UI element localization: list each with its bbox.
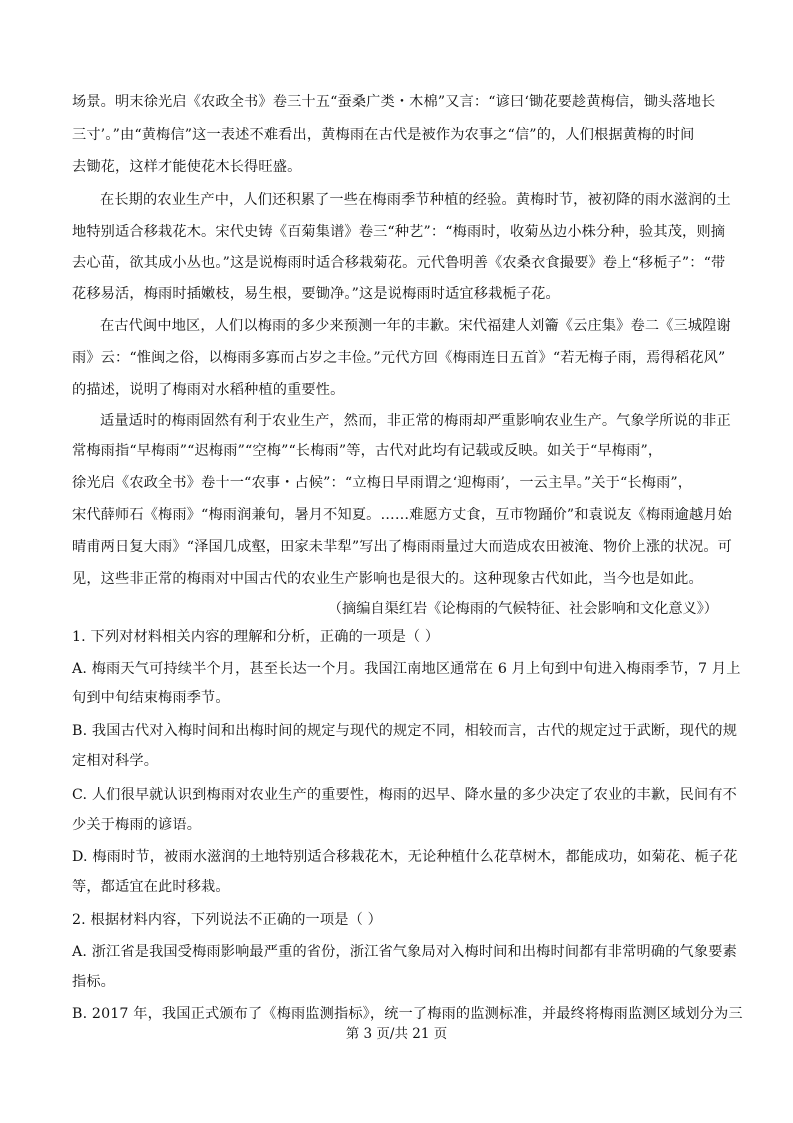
question-1-option-a: A. 梅雨天气可持续半个月，甚至长达一个月。我国江南地区通常在 6 月上旬到中旬进入梅雨季节，7 月上 [72, 661, 741, 677]
paragraph-line: 在长期的农业生产中，人们还积累了一些在梅雨季节种植的经验。黄梅时节，被初降的雨水滋润的土 [100, 192, 731, 208]
question-2-option-b: B. 2017 年，我国正式颁布了《梅雨监测指标》，统一了梅雨的监测标准，并最终将梅雨监测区域划分为三 [72, 1006, 743, 1022]
paragraph-line: 的描述，说明了梅雨对水稻种植的重要性。 [72, 382, 345, 398]
paragraph-line: 雨》云：“惟闽之俗，以梅雨多寡而占岁之丰俭。”元代方回《梅雨连日五首》“若无梅子雨，焉得稻花风” [72, 350, 726, 366]
question-1-option-d-cont: 等，都适宜在此时移栽。 [72, 879, 230, 895]
paragraph-line: 花移易活，梅雨时插嫩枝，易生根，要锄净。”这是说梅雨时适宜移栽栀子花。 [72, 286, 560, 302]
question-1-option-d: D. 梅雨时节，被雨水滋润的土地特别适合移栽花木，无论种植什么花草树木，都能成功，如菊花、栀子花 [72, 849, 738, 865]
question-1-option-c-cont: 少关于梅雨的谚语。 [72, 817, 202, 833]
paragraph-line: 徐光启《农政全书》卷十一“农事・占候”：“立梅日早雨谓之‘迎梅雨’，一云主旱。”关于“长梅雨”， [72, 475, 693, 491]
question-1-option-c: C. 人们很早就认识到梅雨对农业生产的重要性，梅雨的迟早、降水量的多少决定了农业的丰歉，民间有不 [72, 787, 738, 803]
question-2-stem: 2. 根据材料内容，下列说法不正确的一项是（ ） [72, 912, 382, 928]
question-2-option-a: A. 浙江省是我国受梅雨影响最严重的省份，浙江省气象局对入梅时间和出梅时间都有非常明确的气象要素 [72, 944, 737, 960]
paragraph-line: 三寸’。”由“黄梅信”这一表述不难看出，黄梅雨在古代是被作为农事之“信”的，人们根据黄梅的时间 [72, 127, 695, 143]
paragraph-line: 在古代闽中地区，人们以梅雨的多少来预测一年的丰歉。宋代福建人刘籥《云庄集》卷二《三城隍谢 [100, 318, 731, 334]
question-1-option-b: B. 我国古代对入梅时间和出梅时间的规定与现代的规定不同，相较而言，古代的规定过于武断，现代的规 [72, 723, 738, 739]
paragraph-line: 去心苗，欲其成小丛也。”这是说梅雨时适合移栽菊花。元代鲁明善《农桑衣食撮要》卷上“移栀子”：“带 [72, 255, 726, 271]
paragraph-line: 适量适时的梅雨固然有利于农业生产，然而，非正常的梅雨却严重影响农业生产。气象学所说的非正 [100, 413, 731, 429]
question-2-option-a-cont: 指标。 [72, 974, 116, 990]
paragraph-line: 场景。明末徐光启《农政全书》卷三十五“蚕桑广类・木棉”又言：“谚曰‘锄花要趁黄梅信，锄头落地长 [72, 94, 716, 110]
question-1-stem: 1. 下列对材料相关内容的理解和分析，正确的一项是（ ） [72, 629, 440, 645]
source-citation: （摘编自渠红岩《论梅雨的气候特征、社会影响和文化意义》） [327, 601, 718, 617]
paragraph-line: 地特别适合移栽花木。宋代史铸《百菊集谱》卷三“种艺”：“梅雨时，收菊丛边小株分种，验其茂，则摘 [72, 224, 726, 240]
paragraph-line: 去锄花，这样才能使花木长得旺盛。 [72, 159, 302, 175]
question-1-option-b-cont: 定相对科学。 [72, 753, 159, 769]
paragraph-line: 常梅雨指“早梅雨”“迟梅雨”“空梅”“长梅雨”等，古代对此均有记载或反映。如关于“早梅雨”， [72, 443, 663, 459]
paragraph-line: 晴甫两日复大雨》“泽国几成壑，田家未羋犁”写出了梅雨雨量过大而造成农田被淹、物价上涨的状况。可 [72, 539, 732, 555]
question-1-option-a-cont: 旬到中旬结束梅雨季节。 [72, 690, 230, 706]
page-number: 第 3 页/共 21 页 [345, 1026, 448, 1042]
paragraph-line: 宋代薛师石《梅雨》“梅雨润兼旬，暑月不知夏。……难愿方丈食，互市物踊价”和袁说友《梅雨逾越月始 [72, 507, 732, 523]
paragraph-line: 见，这些非正常的梅雨对中国古代的农业生产影响也是很大的。这种现象古代如此，当今也是如此。 [72, 571, 703, 587]
